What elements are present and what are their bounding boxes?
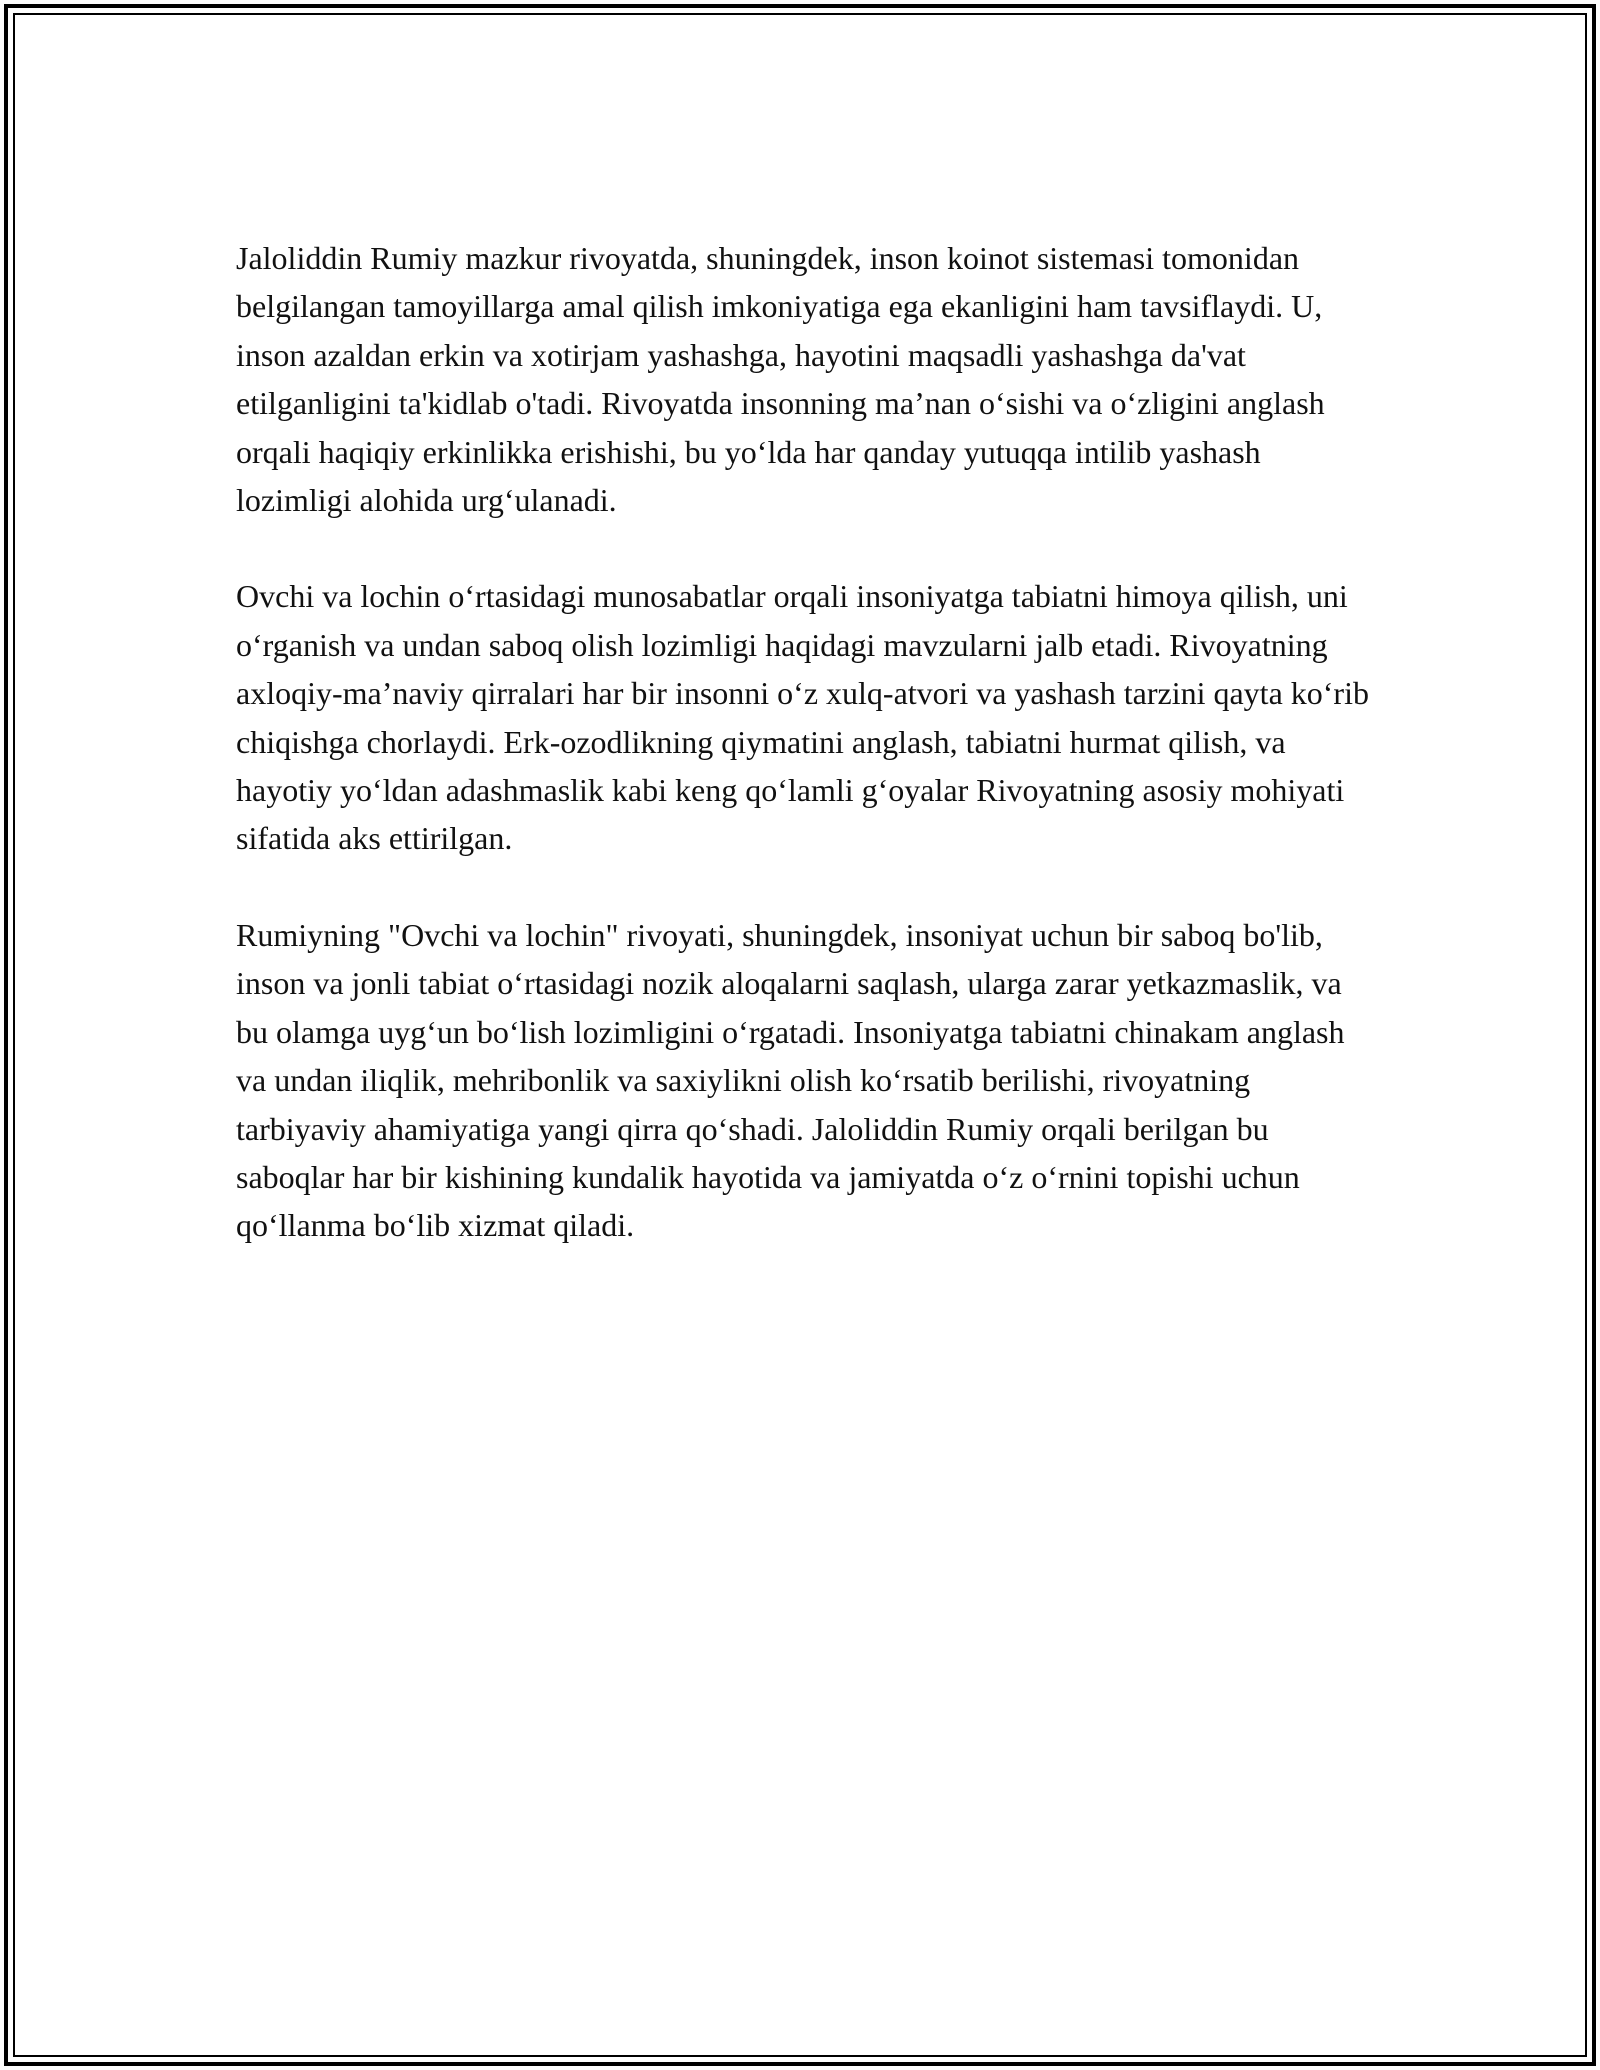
paragraph: Ovchi va lochin o‘rtasidagi munosabatlar orqali insoniyatga tabiatni himoya qilish, uni o‘rganish va undan saboq olish lozimligi haqidagi mavzularni jalb etadi. Rivoyatning axloqiy-ma’naviy qirralari har bir insonni o‘z xulq-atvori va yashash tarzini qayta ko‘rib chiqishga chorlaydi. Erk-ozodlikning qiymatini anglash, tabiatni hurmat qilish, va hayotiy yo‘ldan adashmaslik kabi keng qo‘lamli g‘oyalar Rivoyatning asosiy mohiyati sifatida aks ettirilgan. [236, 578, 1369, 857]
document-body [236, 234, 1376, 1298]
paragraph: Jaloliddin Rumiy mazkur rivoyatda, shuningdek, inson koinot sistemasi tomonidan belgilangan tamoyillarga amal qilish imkoniyatiga ega ekanligini ham tavsiflaydi. U, inson azaldan erkin va xotirjam yashashga, hayotini maqsadli yashashga da'vat etilganligini ta'kidlab o'tadi. Rivoyatda insonning ma’nan o‘sishi va o‘zligini anglash orqali haqiqiy erkinlikka erishishi, bu yo‘lda har qanday yutuqqa intilib yashash lozimligi alohida urg‘ulanadi. [236, 240, 1325, 519]
paragraph: Rumiyning "Ovchi va lochin" rivoyati, shuningdek, insoniyat uchun bir saboq bo'lib, inson va jonli tabiat o‘rtasidagi nozik aloqalarni saqlash, ularga zarar yetkazmaslik, va bu olamga uyg‘un bo‘lish lozimligini o‘rgatadi. Insoniyatga tabiatni chinakam anglash va undan iliqlik, mehribonlik va saxiylikni olish ko‘rsatib berilishi, rivoyatning tarbiyaviy ahamiyatiga yangi qirra qo‘shadi. Jaloliddin Rumiy orqali berilgan bu saboqlar har bir kishining kundalik hayotida va jamiyatda o‘z o‘rnini topishi uchun qo‘llanma bo‘lib xizmat qiladi. [236, 916, 1345, 1244]
